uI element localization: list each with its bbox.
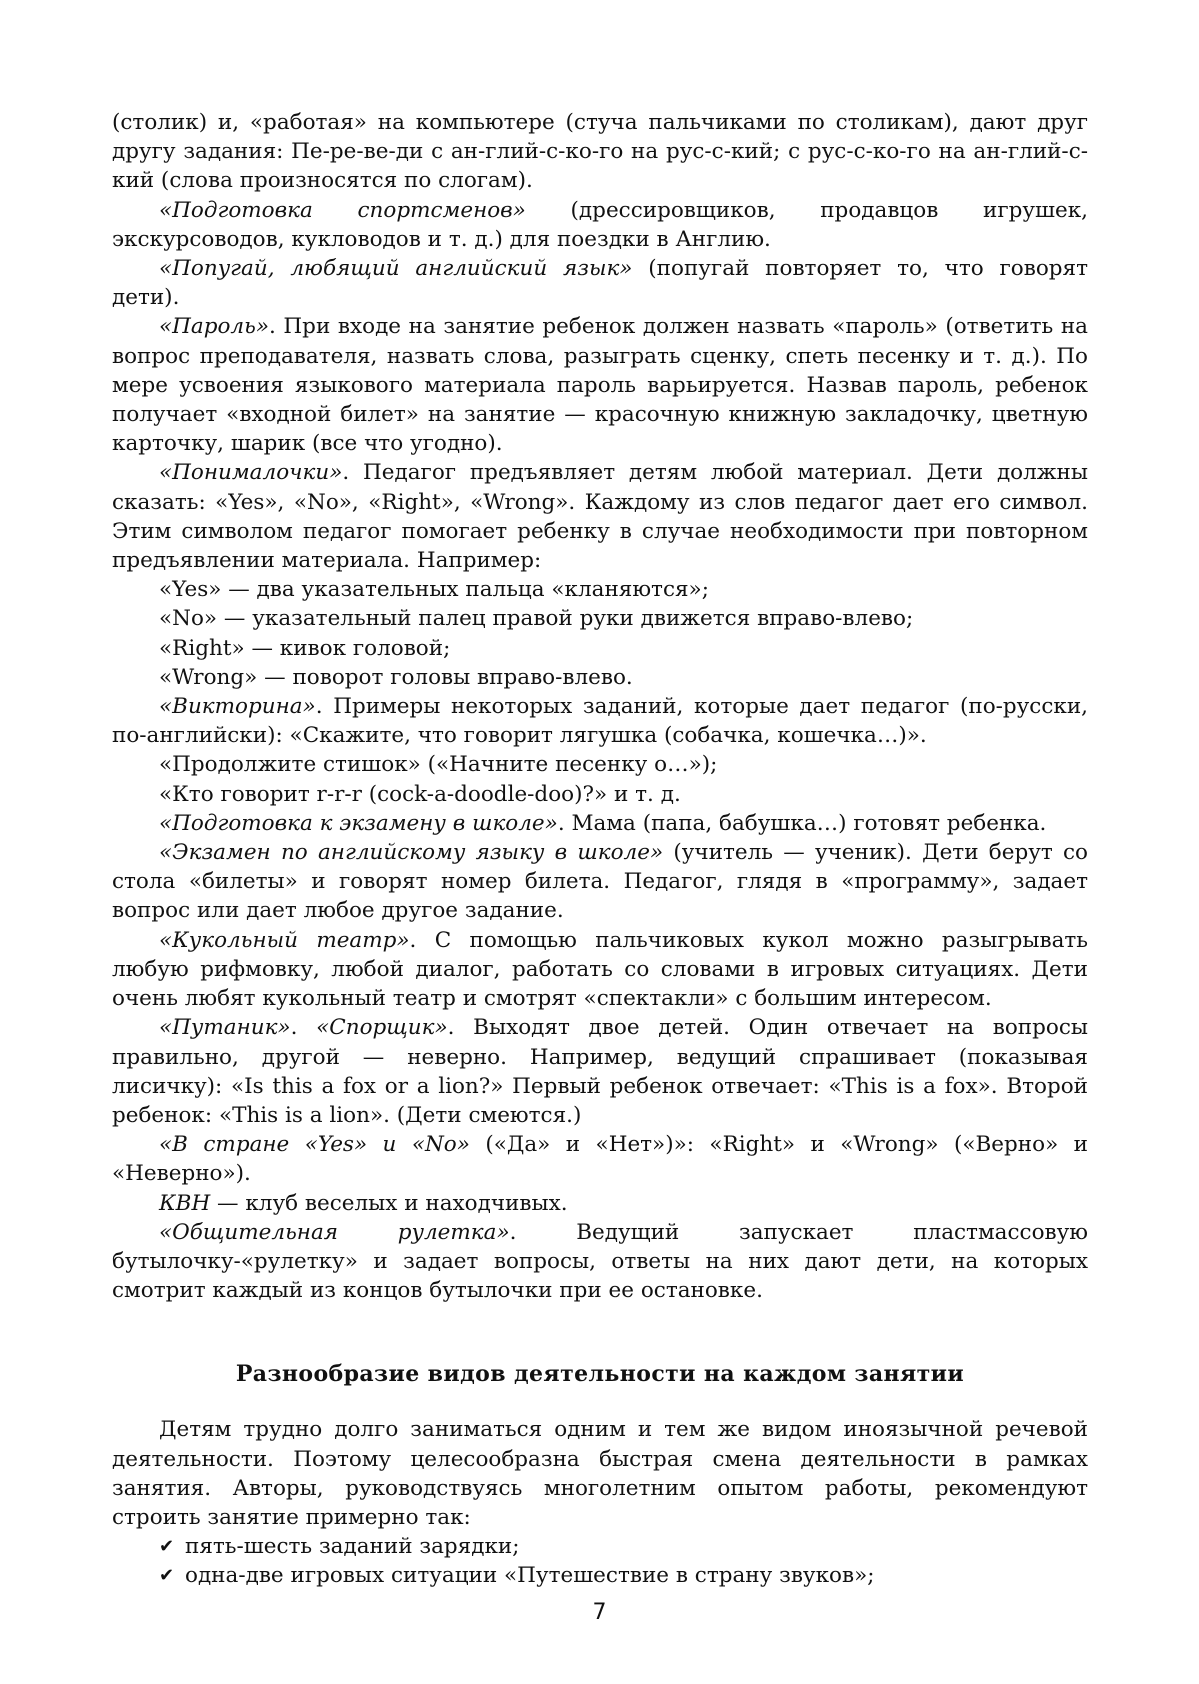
paragraph-text: . При входе на занятие ребенок должен назвать «пароль» (ответить на вопрос преподавателя, назвать слова, разыграть сценку, спеть песенку и т. д.). По мере усвоения языкового материала пароль варьируется. Назвав пароль, ребенок получает «входной билет» на занятие — красочную книжную закладочку, цветную карточку, шарик (все что угодно). <box>112 314 1088 457</box>
list-item-text: одна-две игровых ситуации «Путешествие в страну звуков»; <box>185 1563 875 1589</box>
paragraph <box>112 1218 1088 1306</box>
checkmark-icon: ✔ <box>159 1536 175 1558</box>
paragraph <box>112 312 1088 458</box>
paragraph <box>112 196 1088 254</box>
paragraph <box>112 750 1088 779</box>
intro-paragraph: Детям трудно долго заниматься одним и тем же видом иноязычной речевой деятельности. Поэтому целесообразна быстрая смена деятельности в рамках занятия. Авторы, руководствуясь многолетним опытом работы, рекомендуют строить занятие примерно так: <box>112 1417 1088 1530</box>
paragraph-text: . Примеры некоторых заданий, которые дает педагог (по-русски, по-английски): «Скажите, что говорит лягушка (собачка, кошечка…)». <box>112 694 1088 749</box>
paragraph-text: «Продолжите стишок» («Начните песенку о…»); <box>159 752 718 778</box>
paragraph <box>112 1189 1088 1218</box>
list-item <box>159 1561 1088 1590</box>
section-heading: Разнообразие видов деятельности на каждом занятии <box>235 1361 965 1388</box>
page-body <box>112 108 1088 1591</box>
game-title: «Викторина» <box>159 694 316 720</box>
paragraph <box>112 663 1088 692</box>
checkmark-icon: ✔ <box>159 1565 175 1587</box>
list-item-text: пять-шесть заданий зарядки; <box>185 1534 520 1560</box>
paragraph <box>112 838 1088 926</box>
games-list <box>112 108 1088 1305</box>
page-number: 7 <box>592 1600 607 1625</box>
paragraph <box>112 780 1088 809</box>
game-title: «Общительная рулетка» <box>159 1219 510 1245</box>
game-title: «Подготовка к экзамену в школе» <box>159 810 558 836</box>
paragraph-text: «No» — указательный палец правой руки движется вправо-влево; <box>159 606 914 632</box>
paragraph-text: . Педагог предъявляет детям любой материал. Дети должны сказать: «Yes», «No», «Right», «Wrong». Каждому из слов педагог дает его символ. Этим символом педагог помогает ребенку в случае необходимости при повторном предъявлении материала. Например: <box>112 460 1088 574</box>
paragraph-text: «Кто говорит r-r-r (cock-a-doodle-doo)?» и т. д. <box>159 781 681 807</box>
paragraph <box>112 108 1088 196</box>
paragraph-text: «Wrong» — поворот головы вправо-влево. <box>159 664 633 690</box>
paragraph <box>112 458 1088 575</box>
paragraph-text: (столик) и, «работая» на компьютере (стуча пальчиками по столикам), дают друг другу задания: Пе-ре-ве-ди с ан-глий-с-ко-го на рус-с-кий; с рус-с-ко-го на ан-глий-с-кий (слова произносятся по слогам). <box>112 110 1088 194</box>
paragraph <box>112 1013 1088 1130</box>
paragraph <box>112 254 1088 312</box>
game-title: КВН <box>159 1190 211 1216</box>
game-title: «Подготовка спортсменов» <box>159 197 526 223</box>
game-title: «Экзамен по английскому языку в школе» <box>159 840 664 866</box>
paragraph-text: . Выходят двое детей. Один отвечает на вопросы правильно, другой — неверно. Например, ведущий спрашивает (показывая лисичку): «Is this a fox or a lion?» Первый ребенок отвечает: «This is a fox». Второй ребенок: «This is a lion». (Дети смеются.) <box>112 1015 1088 1128</box>
paragraph-text: . Ведущий запускает пластмассовую бутылочку-«рулетку» и задает вопросы, ответы на них дают дети, на которых смотрит каждый из концов бутылочки при ее остановке. <box>112 1219 1088 1304</box>
paragraph-text: (дрессировщиков, продавцов игрушек, экскурсоводов, кукловодов и т. д.) для поездки в Англию. <box>112 197 1088 252</box>
game-title: «Попугай, любящий английский язык» <box>159 256 633 282</box>
paragraph-text: («Да» и «Нет»)»: «Right» и «Wrong» («Верно» и «Неверно»). <box>112 1132 1088 1187</box>
paragraph-text: . Мама (папа, бабушка…) готовят ребенка. <box>557 810 1047 836</box>
paragraph-text: (попугай повторяет то, что говорят дети). <box>112 256 1088 311</box>
game-title: «Пароль» <box>159 314 269 340</box>
paragraph-text: . С помощью пальчиковых кукол можно разыгрывать любую рифмовку, любой диалог, работать со словами в игровых ситуациях. Дети очень любят кукольный театр и смотрят «спектакли» с большим интересом. <box>112 927 1088 1012</box>
paragraph-text: . <box>290 1015 317 1041</box>
paragraph <box>112 926 1088 1014</box>
game-title: «Путаник» <box>159 1015 291 1041</box>
paragraph <box>112 604 1088 633</box>
game-title: «Спорщик» <box>316 1015 448 1041</box>
game-title: «Понималочки» <box>159 460 343 486</box>
list-item <box>159 1532 1088 1561</box>
paragraph-text: «Right» — кивок головой; <box>159 635 451 661</box>
paragraph-text: — клуб веселых и находчивых. <box>210 1190 568 1216</box>
paragraph-text: (учитель — ученик). Дети берут со стола «билеты» и говорят номер билета. Педагог, глядя в «программу», задает вопрос или дает любое другое задание. <box>112 840 1088 924</box>
paragraph <box>112 692 1088 750</box>
lesson-plan-list <box>112 1532 1088 1590</box>
paragraph <box>112 634 1088 663</box>
paragraph <box>112 575 1088 604</box>
paragraph <box>112 809 1088 838</box>
paragraph <box>112 1130 1088 1188</box>
paragraph-text: «Yes» — два указательных пальца «кланяются»; <box>159 577 709 603</box>
game-title: «В стране «Yes» и «No» <box>159 1132 470 1158</box>
game-title: «Кукольный театр» <box>159 927 410 953</box>
